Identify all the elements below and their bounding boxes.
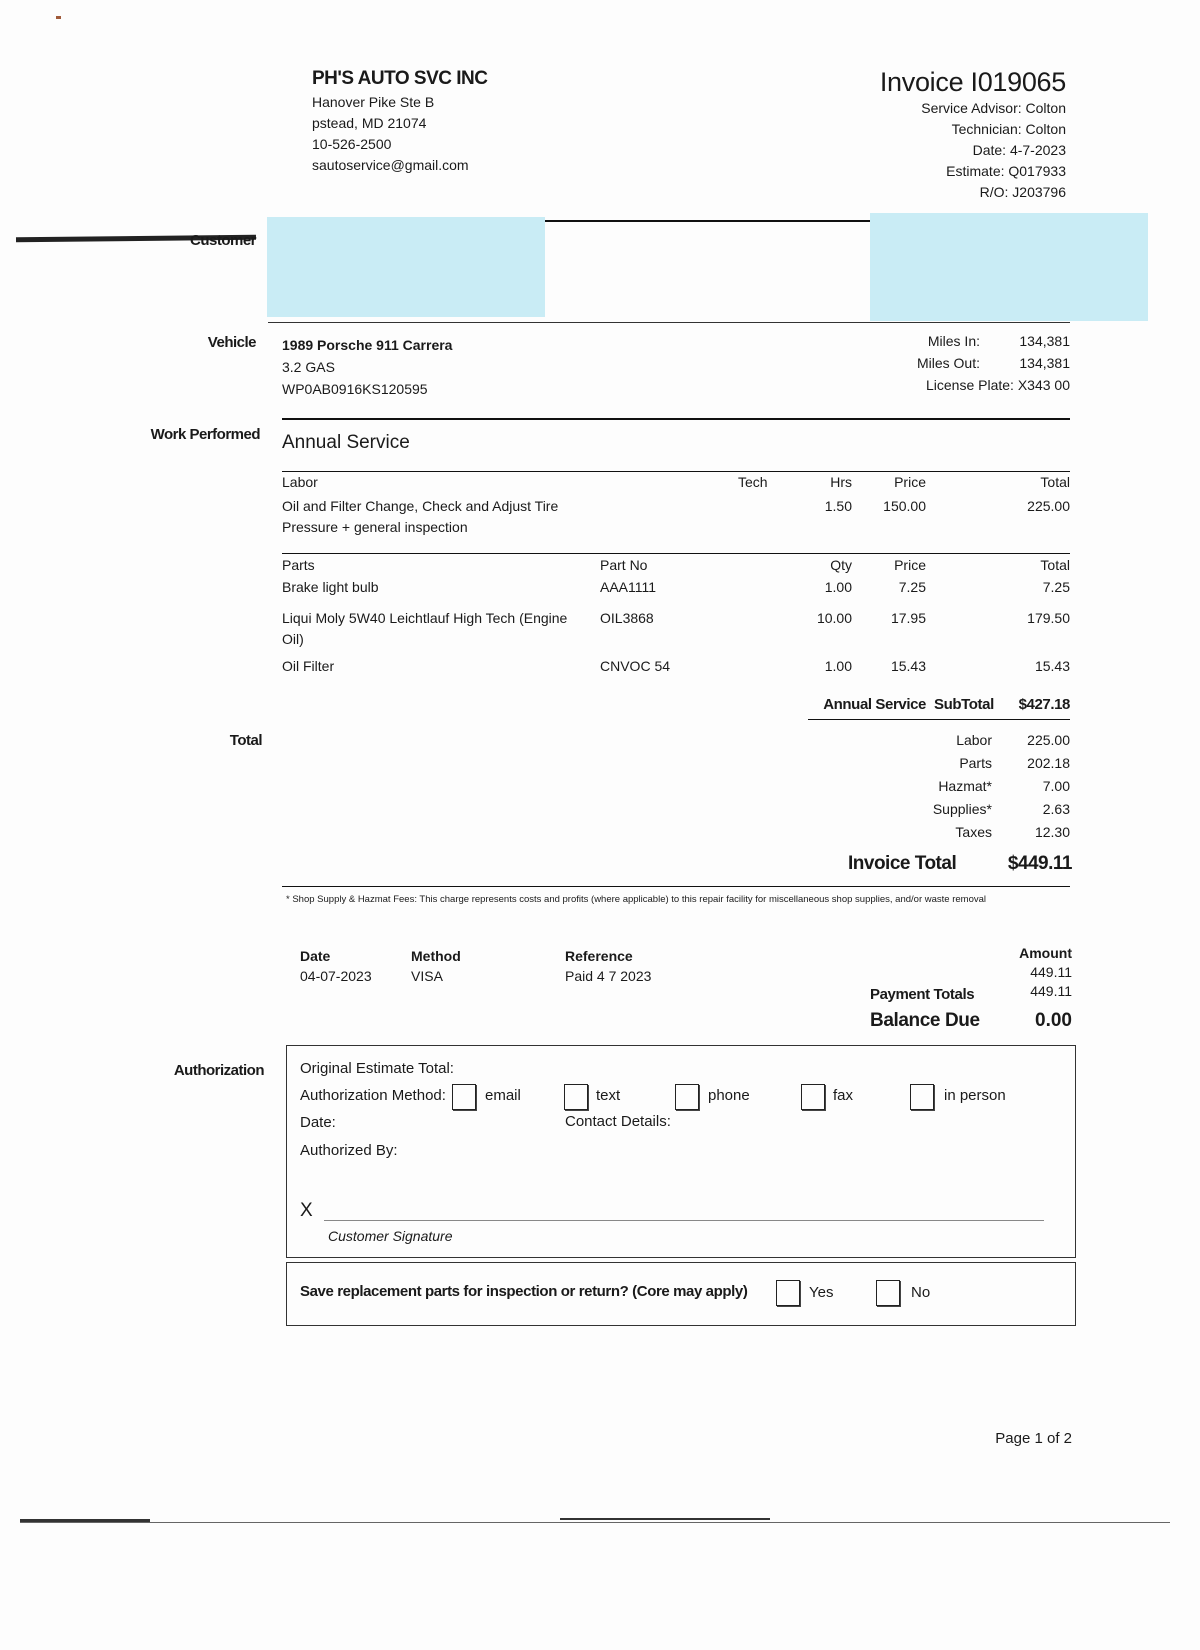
payment-totals-value: 449.11: [1030, 983, 1072, 999]
original-estimate-label: Original Estimate Total:: [300, 1060, 454, 1077]
ro-number: R/O: J203796: [979, 184, 1066, 200]
shop-name: PH'S AUTO SVC INC: [312, 68, 488, 89]
redacted-customer-contact: [870, 213, 1148, 321]
part-no: CNVOC 54: [600, 658, 671, 674]
shop-phone: 10-526-2500: [312, 136, 392, 152]
part-qty: 10.00: [816, 610, 852, 626]
totals-taxes-value: 12.30: [1034, 824, 1070, 840]
payment-col-date: Date: [300, 948, 331, 964]
payment-col-reference: Reference: [565, 948, 633, 964]
labor-col-total: Total: [1040, 474, 1070, 490]
labor-col-tech: Tech: [738, 474, 768, 490]
yes-label: Yes: [809, 1284, 834, 1301]
part-no: AAA1111: [600, 579, 657, 595]
totals-supplies-value: 2.63: [1042, 801, 1070, 817]
shop-address: Hanover Pike Ste B: [312, 94, 435, 110]
payment-method: VISA: [411, 968, 443, 984]
payment-col-method: Method: [411, 948, 461, 964]
authorization-method-label: Authorization Method:: [300, 1087, 446, 1104]
vehicle-engine: 3.2 GAS: [282, 359, 335, 375]
payment-amount: 449.11: [1030, 964, 1072, 980]
payment-method-col: [411, 946, 461, 986]
divider: [268, 322, 1070, 323]
subtotal-label: SubTotal: [934, 696, 994, 713]
subtotal-value: $427.18: [1018, 696, 1070, 713]
labor-description: [282, 496, 558, 538]
totals-hazmat-value: 7.00: [1042, 778, 1070, 794]
page-number: Page 1 of 2: [995, 1430, 1072, 1447]
invoice-title: Invoice I019065: [879, 67, 1066, 97]
totals-labels: [872, 729, 992, 844]
vehicle-label: Vehicle: [207, 334, 256, 351]
balance-due-label: Balance Due: [870, 1010, 980, 1031]
payment-date-col: [300, 946, 372, 986]
labor-col-price: Price: [894, 474, 926, 490]
text-checkbox[interactable]: [564, 1084, 588, 1110]
vehicle-miles-values: [1019, 330, 1070, 374]
miles-out: 134,381: [1019, 355, 1070, 371]
scan-mark: [560, 1518, 770, 1520]
labor-price: 150.00: [883, 498, 926, 514]
fax-checkbox[interactable]: [801, 1084, 825, 1110]
payment-reference: Paid 4 7 2023: [565, 968, 652, 984]
plate-value: X343 00: [1017, 377, 1070, 393]
contact-details-label: Contact Details:: [565, 1113, 671, 1130]
shop-header: [312, 68, 488, 176]
payment-totals-label: Payment Totals: [870, 986, 975, 1003]
parts-col-desc: Parts: [282, 557, 315, 573]
email-option-label: email: [485, 1087, 521, 1104]
no-label: No: [911, 1284, 931, 1301]
signature-label: Customer Signature: [328, 1228, 453, 1244]
part-price: 7.25: [898, 579, 926, 595]
authorization-label: Authorization: [173, 1062, 264, 1079]
totals-labor-value: 225.00: [1027, 732, 1070, 748]
vehicle-vin: WP0AB0916KS120595: [282, 381, 428, 397]
part-qty: 1.00: [824, 579, 852, 595]
vehicle-model: 1989 Porsche 911 Carrera: [282, 337, 453, 353]
parts-col-total: Total: [1040, 557, 1070, 573]
totals-parts-value: 202.18: [1027, 755, 1070, 771]
labor-total: 225.00: [1027, 498, 1070, 514]
technician: Technician: Colton: [951, 121, 1066, 137]
payment-date: 04-07-2023: [300, 968, 372, 984]
labor-col-desc: Labor: [282, 474, 318, 490]
labor-hrs: 1.50: [824, 498, 852, 514]
part-desc-cont: Oil): [282, 631, 304, 647]
phone-checkbox[interactable]: [675, 1084, 699, 1110]
part-description: [282, 608, 567, 650]
invoice-total-value: $449.11: [1007, 853, 1072, 874]
table-row: [282, 608, 1070, 652]
customer-label: Customer: [189, 232, 256, 249]
invoice-total-label: Invoice Total: [848, 853, 957, 874]
signature-x-mark: X: [300, 1200, 313, 1221]
miles-in: 134,381: [1019, 333, 1070, 349]
redacted-customer-name: [267, 217, 545, 317]
part-total: 15.43: [1034, 658, 1070, 674]
service-advisor: Service Advisor: Colton: [921, 100, 1066, 116]
part-desc: Brake light bulb: [282, 579, 379, 595]
fee-footnote: * Shop Supply & Hazmat Fees: This charge represents costs and profits (where applicable) to this repair facility for miscellaneous shop supplies, and/or waste removal: [286, 894, 986, 905]
table-row: [282, 579, 1070, 601]
divider: [808, 719, 1070, 720]
part-total: 7.25: [1042, 579, 1070, 595]
part-price: 15.43: [890, 658, 926, 674]
totals-hazmat-label: Hazmat*: [938, 778, 992, 794]
signature-line[interactable]: [324, 1220, 1044, 1221]
scan-mark: [20, 1519, 150, 1522]
scan-mark: [20, 1522, 1170, 1523]
authorized-by-label: Authorized By:: [300, 1142, 398, 1159]
estimate-number: Estimate: Q017933: [946, 163, 1066, 179]
payment-amount-col: [1019, 944, 1072, 1001]
divider: [282, 471, 1070, 472]
parts-header-row: [282, 557, 1070, 579]
part-qty: 1.00: [824, 658, 852, 674]
totals-supplies-label: Supplies*: [932, 801, 992, 817]
scan-mark: [56, 16, 61, 19]
no-checkbox[interactable]: [876, 1280, 900, 1306]
parts-col-price: Price: [894, 557, 926, 573]
divider: [282, 886, 1070, 887]
invoice-header: [880, 66, 1066, 203]
plate-label: License Plate:: [925, 377, 1014, 393]
payment-reference-col: [565, 946, 651, 986]
miles-in-label: Miles In:: [927, 333, 980, 349]
divider: [282, 418, 1070, 420]
work-performed-label: Work Performed: [150, 426, 260, 443]
part-no: OIL3868: [600, 610, 654, 626]
totals-labor-label: Labor: [956, 732, 992, 748]
email-checkbox[interactable]: [452, 1084, 476, 1110]
in-person-checkbox[interactable]: [910, 1084, 934, 1110]
shop-city: pstead, MD 21074: [312, 115, 427, 131]
table-row: [282, 658, 1070, 680]
subtotal-group: Annual Service: [823, 696, 926, 713]
part-desc: Liqui Moly 5W40 Leichtlauf High Tech (Engine: [282, 610, 568, 626]
totals-parts-label: Parts: [959, 755, 992, 771]
invoice-date: Date: 4-7-2023: [972, 142, 1066, 158]
payment-col-amount: Amount: [1019, 945, 1072, 961]
labor-desc-line2: Pressure + general inspection: [282, 519, 468, 535]
totals-taxes-label: Taxes: [955, 824, 992, 840]
part-total: 179.50: [1027, 610, 1070, 626]
in-person-option-label: in person: [944, 1087, 1006, 1104]
total-label: Total: [229, 732, 262, 749]
miles-out-label: Miles Out:: [916, 355, 980, 371]
balance-due-value: 0.00: [1035, 1010, 1072, 1031]
part-price: 17.95: [890, 610, 926, 626]
labor-row: [282, 496, 1070, 540]
totals-values: [990, 729, 1070, 844]
labor-col-hrs: Hrs: [830, 474, 852, 490]
part-desc: Oil Filter: [282, 658, 335, 674]
labor-desc-line1: Oil and Filter Change, Check and Adjust Tire: [282, 498, 559, 514]
save-parts-question: Save replacement parts for inspection or return? (Core may apply): [300, 1283, 748, 1300]
auth-date-label: Date:: [300, 1114, 336, 1131]
parts-col-partno: Part No: [600, 557, 648, 573]
text-option-label: text: [596, 1087, 621, 1104]
subtotal-row: [282, 696, 1070, 718]
license-plate-row: [926, 374, 1070, 396]
phone-option-label: phone: [708, 1087, 750, 1104]
fax-option-label: fax: [833, 1087, 854, 1104]
divider: [282, 553, 1070, 554]
vehicle-info: [282, 334, 452, 400]
shop-email: sautoservice@gmail.com: [312, 157, 469, 173]
vehicle-miles-labels: [917, 330, 980, 374]
parts-col-qty: Qty: [830, 557, 852, 573]
work-title: Annual Service: [282, 432, 410, 453]
yes-checkbox[interactable]: [776, 1280, 800, 1306]
labor-header-row: [282, 474, 1070, 496]
